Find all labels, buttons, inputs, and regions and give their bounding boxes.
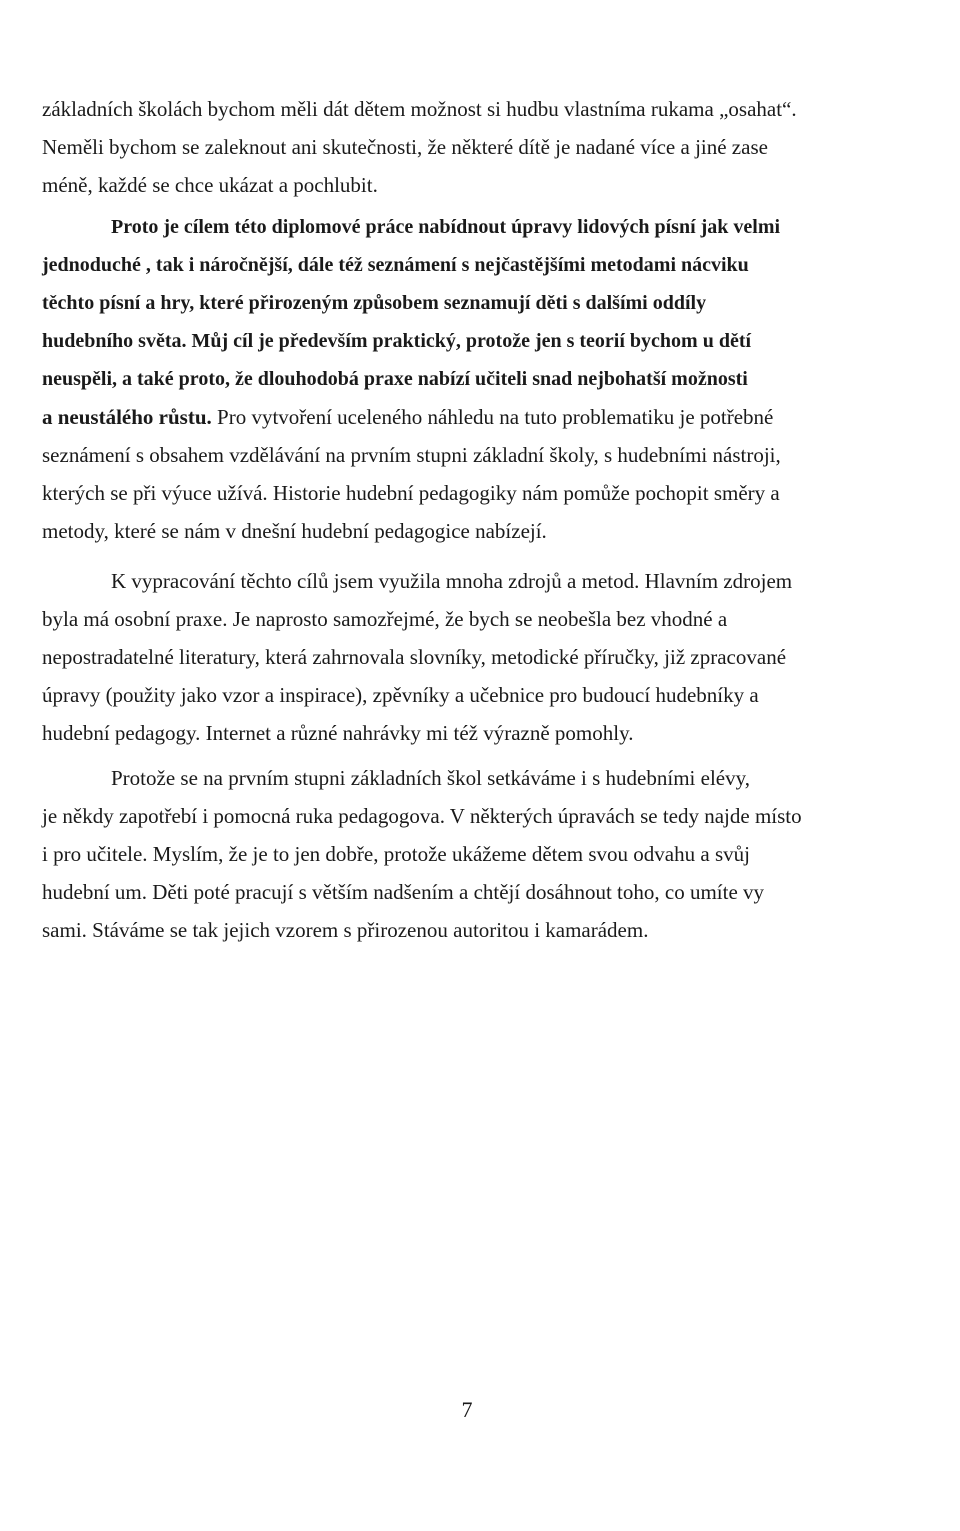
bold-text-line: neuspěli, a také proto, že dlouhodobá praxe nabízí učiteli snad nejbohatší možnosti — [42, 368, 748, 390]
mixed-text-line — [42, 398, 872, 436]
text-line: i pro učitele. Myslím, že je to jen dobře, protože ukážeme dětem svou odvahu a svůj — [42, 842, 750, 866]
text-line: je někdy zapotřebí i pomocná ruka pedagogova. V některých úpravách se tedy najde místo — [42, 804, 802, 828]
bold-phrase: a neustálého růstu. — [42, 405, 212, 429]
text-line: úpravy (použity jako vzor a inspirace), zpěvníky a učebnice pro budoucí hudebníky a — [42, 683, 759, 707]
page-number: 7 — [461, 1397, 473, 1422]
text-line: Protože se na prvním stupni základních škol setkáváme i s hudebními elévy, — [111, 766, 750, 790]
normal-phrase: Pro vytvoření uceleného náhledu na tuto problematiku je potřebné — [211, 405, 774, 429]
bold-text-line: hudebního světa. Můj cíl je především praktický, protože jen s teorií bychom u dětí — [42, 330, 752, 352]
text-line: nepostradatelné literatury, která zahrnovala slovníky, metodické příručky, již zpracované — [42, 645, 787, 669]
text-line: Neměli bychom se zaleknout ani skutečnosti, že některé dítě je nadané více a jiné zase — [42, 135, 768, 159]
bold-text-line: těchto písní a hry, které přirozeným způsobem seznamují děti s dalšími oddíly — [42, 292, 707, 314]
text-line: metody, které se nám v dnešní hudební pedagogice nabízejí. — [42, 519, 547, 543]
text-line: hudební pedagogy. Internet a různé nahrávky mi též výrazně pomohly. — [42, 721, 634, 745]
bold-text-line: Proto je cílem této diplomové práce nabídnout úpravy lidových písní jak velmi — [111, 216, 781, 238]
paragraph-4 — [42, 759, 872, 949]
paragraph-1 — [42, 90, 872, 204]
text-line: seznámení s obsahem vzdělávání na prvním stupni základní školy, s hudebními nástroji, — [42, 443, 781, 467]
paragraph-3 — [42, 562, 872, 752]
text-line: kterých se při výuce užívá. Historie hudební pedagogiky nám pomůže pochopit směry a — [42, 481, 780, 505]
text-line: sami. Stáváme se tak jejich vzorem s přirozenou autoritou i kamarádem. — [42, 918, 649, 942]
text-line: základních školách bychom měli dát dětem možnost si hudbu vlastníma rukama „osahat“. — [42, 97, 797, 121]
text-line: byla má osobní praxe. Je naprosto samozřejmé, že bych se neobešla bez vhodné a — [42, 607, 728, 631]
paragraph-2 — [42, 208, 872, 550]
text-line: K vypracování těchto cílů jsem využila mnoha zdrojů a metod. Hlavním zdrojem — [111, 569, 793, 593]
text-line: hudební um. Děti poté pracují s větším nadšením a chtějí dosáhnout toho, co umíte vy — [42, 880, 765, 904]
text-line: méně, každé se chce ukázat a pochlubit. — [42, 173, 378, 197]
bold-text-line: jednoduché , tak i náročnější, dále též seznámení s nejčastějšími metodami nácviku — [42, 254, 749, 276]
